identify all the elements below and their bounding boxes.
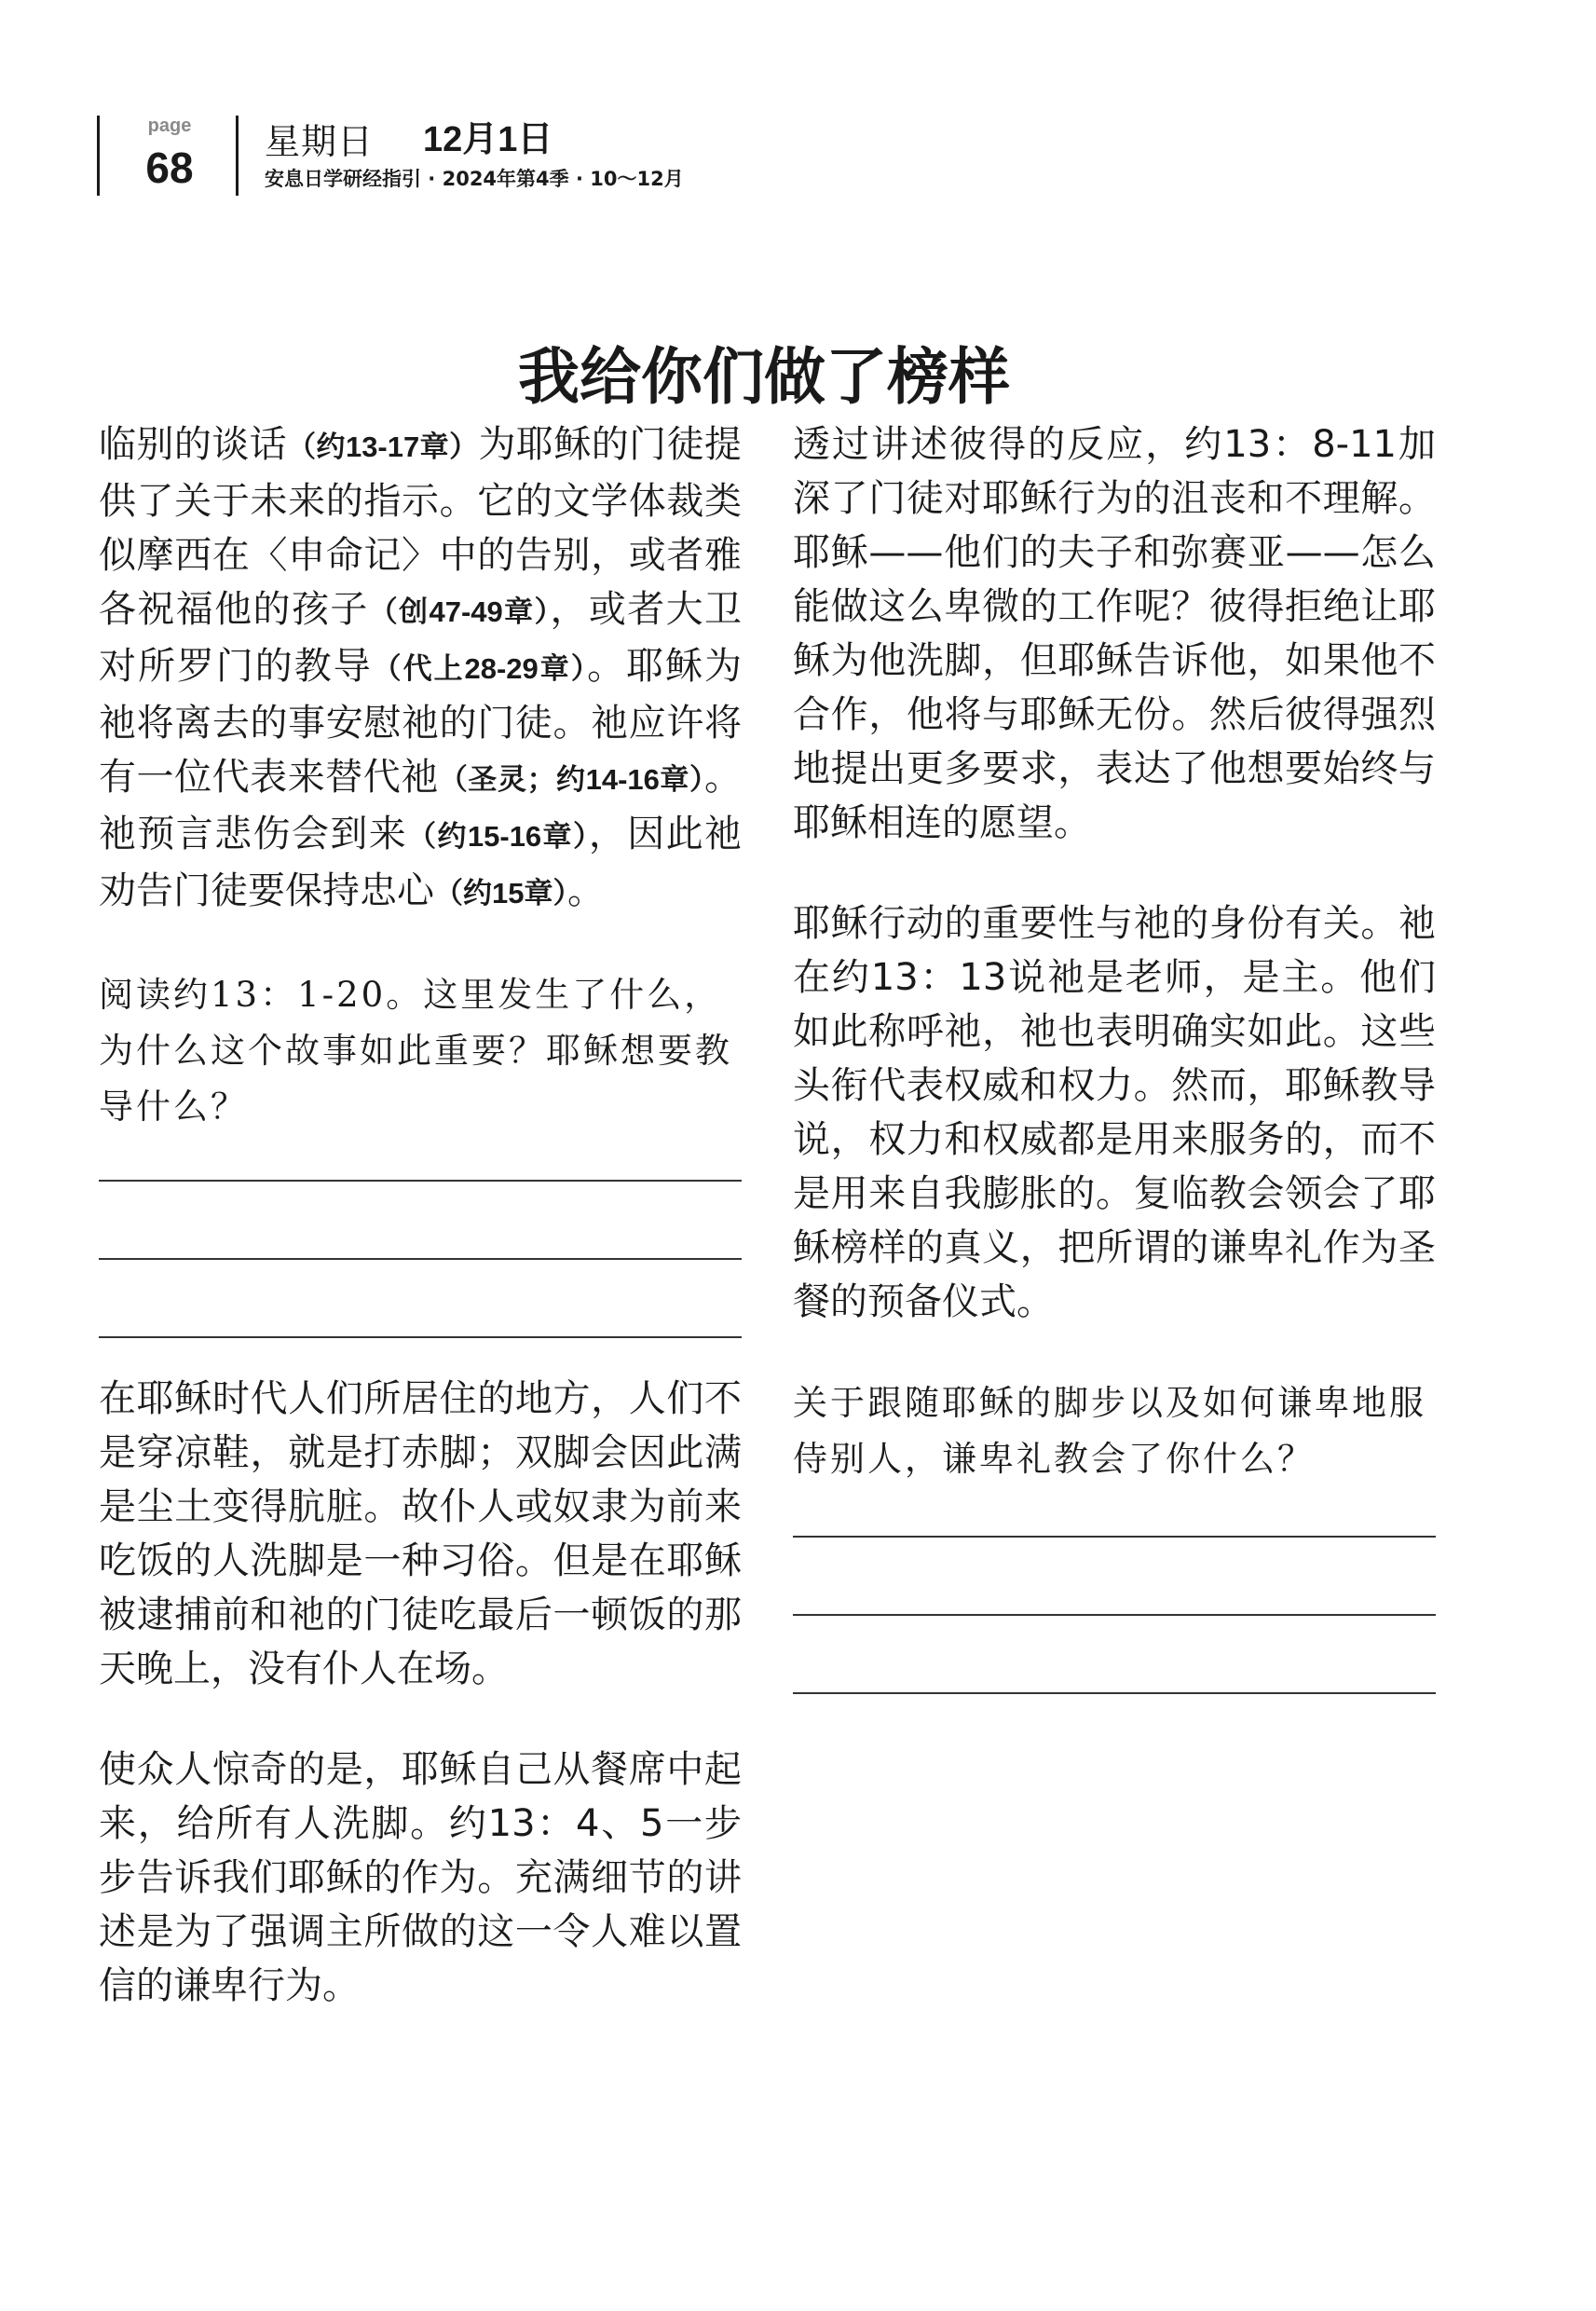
- answer-line: [793, 1536, 1436, 1538]
- answer-line: [793, 1614, 1436, 1616]
- scripture-reference: （约15-16章）: [407, 820, 589, 853]
- body-paragraph: 耶稣行动的重要性与祂的身份有关。祂在约13：13说祂是老师，是主。他们如此称呼祂，祂也表明确实如此。这些头衔代表权威和权力。然而，耶稣教导说，权力和权威都是用来服务的，而不是用来自我膨胀的。复临教会领会了耶稣榜样的真义，把所谓的谦卑礼作为圣餐的预备仪式。: [793, 902, 1436, 1323]
- scripture-reference: （代上28-29章）: [372, 652, 588, 685]
- text: 。耶稣为祂将离去的事安慰祂的门徒。祂应许将有一位代表来替代祂: [99, 645, 743, 799]
- weekday: 星期日: [265, 121, 375, 162]
- left-column: [99, 417, 742, 2059]
- scripture-reference: （约13-17章）: [287, 431, 479, 463]
- right-column: [793, 417, 1436, 1771]
- text: ，或者大卫对所罗门的教导: [99, 588, 743, 688]
- header-rule-divider: [236, 116, 239, 196]
- quarterly-info: 安息日学研经指引 · 2024年第4季 · 10～12月: [265, 168, 684, 190]
- answer-line: [99, 1258, 742, 1260]
- answer-lines: [99, 1180, 742, 1338]
- text: ，因此祂劝告门徒要保持忠心: [99, 813, 743, 912]
- text: 。: [566, 869, 605, 912]
- answer-line: [793, 1692, 1436, 1694]
- page-header: [97, 116, 935, 196]
- answer-lines: [793, 1536, 1436, 1694]
- answer-line: [99, 1336, 742, 1338]
- study-question: 关于跟随耶稣的脚步以及如何谦卑地服侍别人，谦卑礼教会了你什么？: [793, 1383, 1426, 1479]
- answer-line: [99, 1180, 742, 1182]
- text: 为耶稣的门徒提供了关于未来的指示。它的文学体裁类似摩西在〈申命记〉中的告别，或者雅各祝福他的孩子: [99, 423, 743, 631]
- date: 12月1日: [423, 120, 553, 159]
- lesson-title: 我给你们做了榜样: [518, 340, 1010, 414]
- study-question: 阅读约13：1-20。这里发生了什么，为什么这个故事如此重要？耶稣想要教导什么？: [99, 975, 732, 1127]
- body-paragraph: 透过讲述彼得的反应，约13：8-11加深了门徒对耶稣行为的沮丧和不理解。耶稣——他们的夫子和弥赛亚——怎么能做这么卑微的工作呢？彼得拒绝让耶稣为他洗脚，但耶稣告诉他，如果他不合作，他将与耶稣无份。然后彼得强烈地提出更多要求，表达了他想要始终与耶稣相连的愿望。: [793, 423, 1436, 844]
- text: 。祂预言悲伤会到来: [99, 756, 742, 855]
- body-paragraph: 在耶稣时代人们所居住的地方，人们不是穿凉鞋，就是打赤脚；双脚会因此满是尘土变得肮脏。故仆人或奴隶为前来吃饭的人洗脚是一种习俗。但是在耶稣被逮捕前和祂的门徒吃最后一顿饭的那天晚上，没有仆人在场。: [99, 1377, 742, 1690]
- page-number: 68: [145, 144, 194, 192]
- scripture-reference: （创47-49章）: [368, 595, 551, 628]
- page-label: page: [147, 116, 192, 136]
- text: 临别的谈话: [99, 423, 288, 466]
- header-rule-left: [97, 116, 100, 196]
- body-paragraph: 使众人惊奇的是，耶稣自己从餐席中起来，给所有人洗脚。约13：4、5一步步告诉我们耶稣的作为。充满细节的讲述是为了强调主所做的这一令人难以置信的谦卑行为。: [99, 1748, 742, 2007]
- intro-paragraph: [99, 417, 742, 921]
- scripture-reference: （圣灵；约14-16章）: [438, 763, 704, 796]
- scripture-reference: （约15章）: [434, 877, 567, 909]
